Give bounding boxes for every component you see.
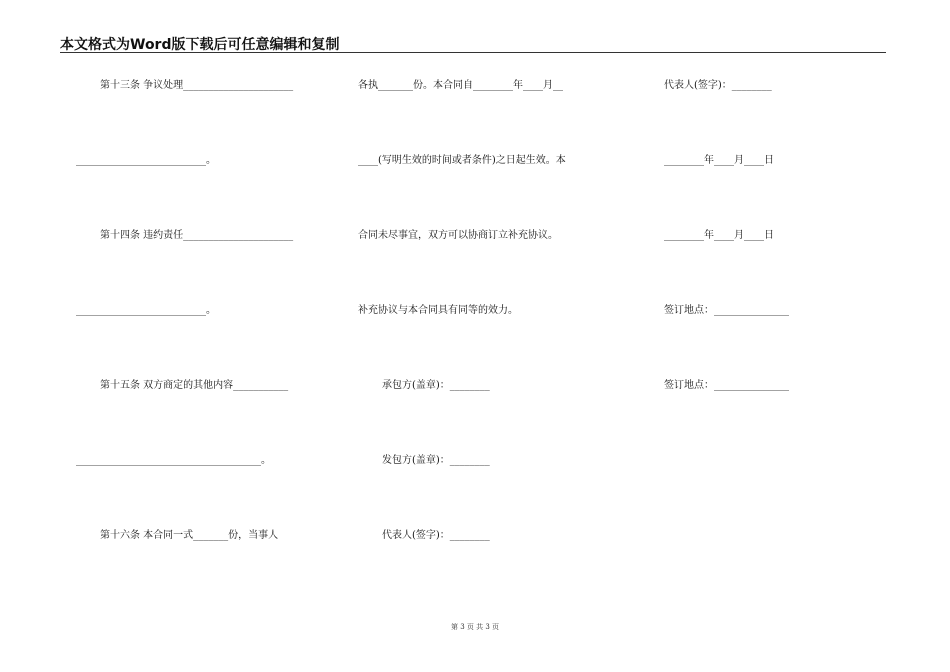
clause-13-dispute: 第十三条 争议处理______________________ bbox=[100, 80, 294, 91]
date-line-1: ________年____月____日 bbox=[664, 155, 774, 166]
representative-signature-middle: 代表人(签字)：________ bbox=[382, 530, 490, 541]
copies-effective-date: 各执_______份。本合同自________年____月__ bbox=[358, 80, 563, 91]
supplementary-validity: 补充协议与本合同具有同等的效力。 bbox=[358, 305, 518, 316]
supplementary-agreement: 合同未尽事宜，双方可以协商订立补充协议。 bbox=[358, 230, 558, 241]
clause-15-other: 第十五条 双方商定的其他内容___________ bbox=[100, 380, 289, 391]
effective-condition: ____(写明生效的时间或者条件)之日起生效。本 bbox=[358, 155, 566, 166]
header-divider bbox=[60, 52, 886, 53]
clause-15-blank-line: _____________________________________。 bbox=[76, 455, 271, 466]
representative-signature-right: 代表人(签字)：________ bbox=[664, 80, 772, 91]
clause-13-blank-line: __________________________。 bbox=[76, 155, 216, 166]
contractor-seal: 承包方(盖章)：________ bbox=[382, 380, 490, 391]
document-header-title: 本文格式为Word版下载后可任意编辑和复制 bbox=[60, 37, 340, 53]
page-number-footer: 第 3 页 共 3 页 bbox=[450, 623, 500, 631]
employer-seal: 发包方(盖章)：________ bbox=[382, 455, 490, 466]
signing-location-1: 签订地点：_______________ bbox=[664, 305, 789, 316]
clause-14-liability: 第十四条 违约责任______________________ bbox=[100, 230, 294, 241]
date-line-2: ________年____月____日 bbox=[664, 230, 774, 241]
signing-location-2: 签订地点：_______________ bbox=[664, 380, 789, 391]
clause-14-blank-line: __________________________。 bbox=[76, 305, 216, 316]
clause-16-copies: 第十六条 本合同一式_______份，当事人 bbox=[100, 530, 279, 541]
